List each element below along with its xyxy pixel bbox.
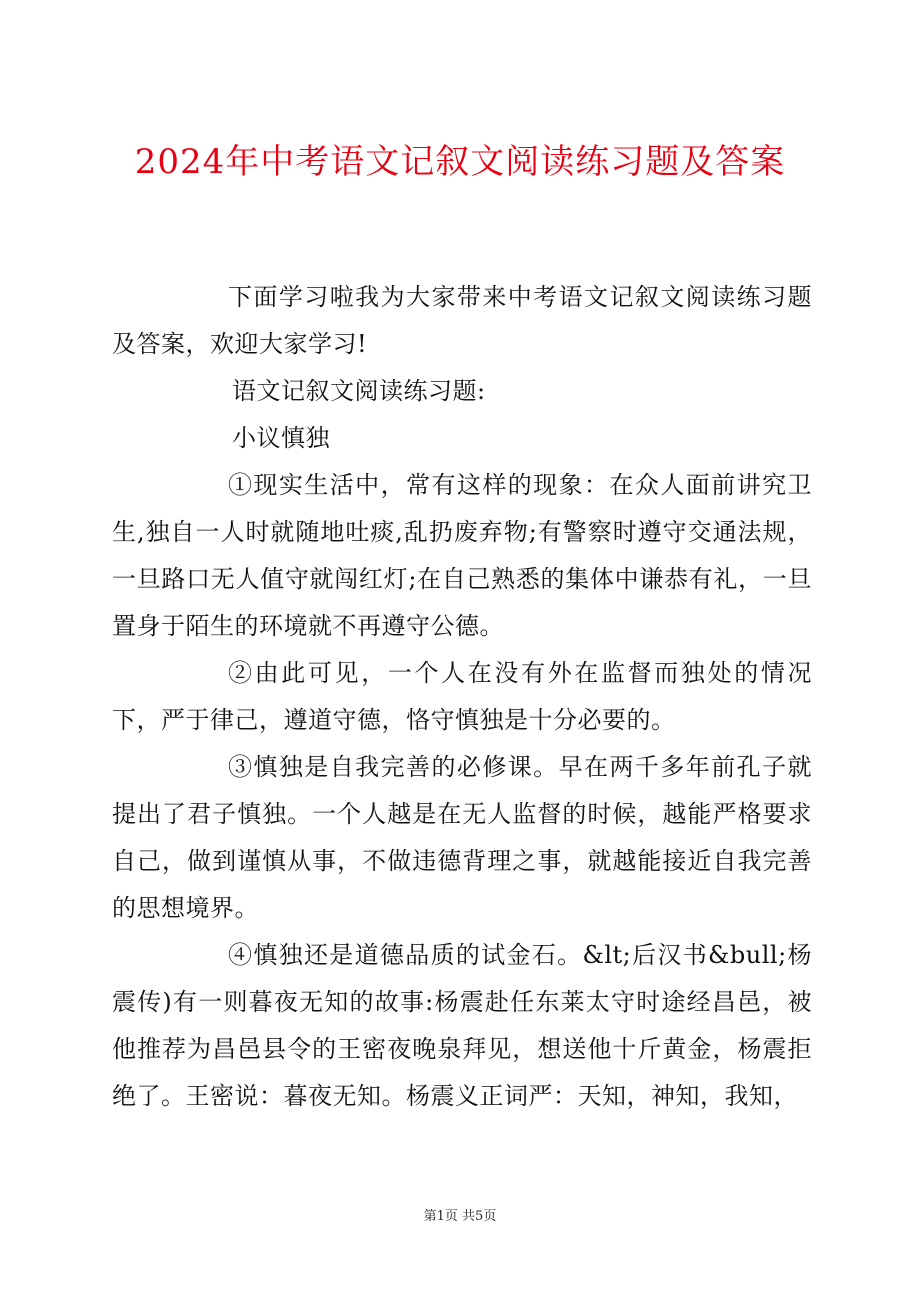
- page-footer: 第1页 共5页: [423, 1209, 497, 1224]
- document-body: [112, 274, 812, 1120]
- paragraph-article-title: 小议慎独: [232, 424, 330, 452]
- page-title: 2024年中考语文记叙文阅读练习题及答案: [134, 142, 786, 182]
- paragraph-intro: 下面学习啦我为大家带来中考语文记叙文阅读练习题及答案，欢迎大家学习!: [112, 283, 812, 358]
- paragraph-2: ②由此可见，一个人在没有外在监督而独处的情况下，严于律己，遵道守德，恪守慎独是十分必要的。: [112, 659, 812, 734]
- paragraph-section-heading: 语文记叙文阅读练习题:: [232, 377, 486, 405]
- paragraph-3: ③慎独是自我完善的必修课。早在两千多年前孔子就提出了君子慎独。一个人越是在无人监督的时候，越能严格要求自己，做到谨慎从事，不做违德背理之事，就越能接近自我完善的思想境界。: [112, 753, 812, 922]
- paragraph-4: ④慎独还是道德品质的试金石。&lt;后汉书&bull;杨震传)有一则暮夜无知的故事:杨震赴任东莱太守时途经昌邑，被他推荐为昌邑县令的王密夜晚泉拜见，想送他十斤黄金，杨震拒绝了。王密说：暮夜无知。杨震义正词严：天知，神知，我知，: [112, 941, 812, 1110]
- paragraph-1: ①现实生活中，常有这样的现象：在众人面前讲究卫生,独自一人时就随地吐痰,乱扔废弃物;有警察时遵守交通法规，一旦路口无人值守就闯红灯;在自己熟悉的集体中谦恭有礼，一旦置身于陌生的环境就不再遵守公德。: [112, 471, 812, 640]
